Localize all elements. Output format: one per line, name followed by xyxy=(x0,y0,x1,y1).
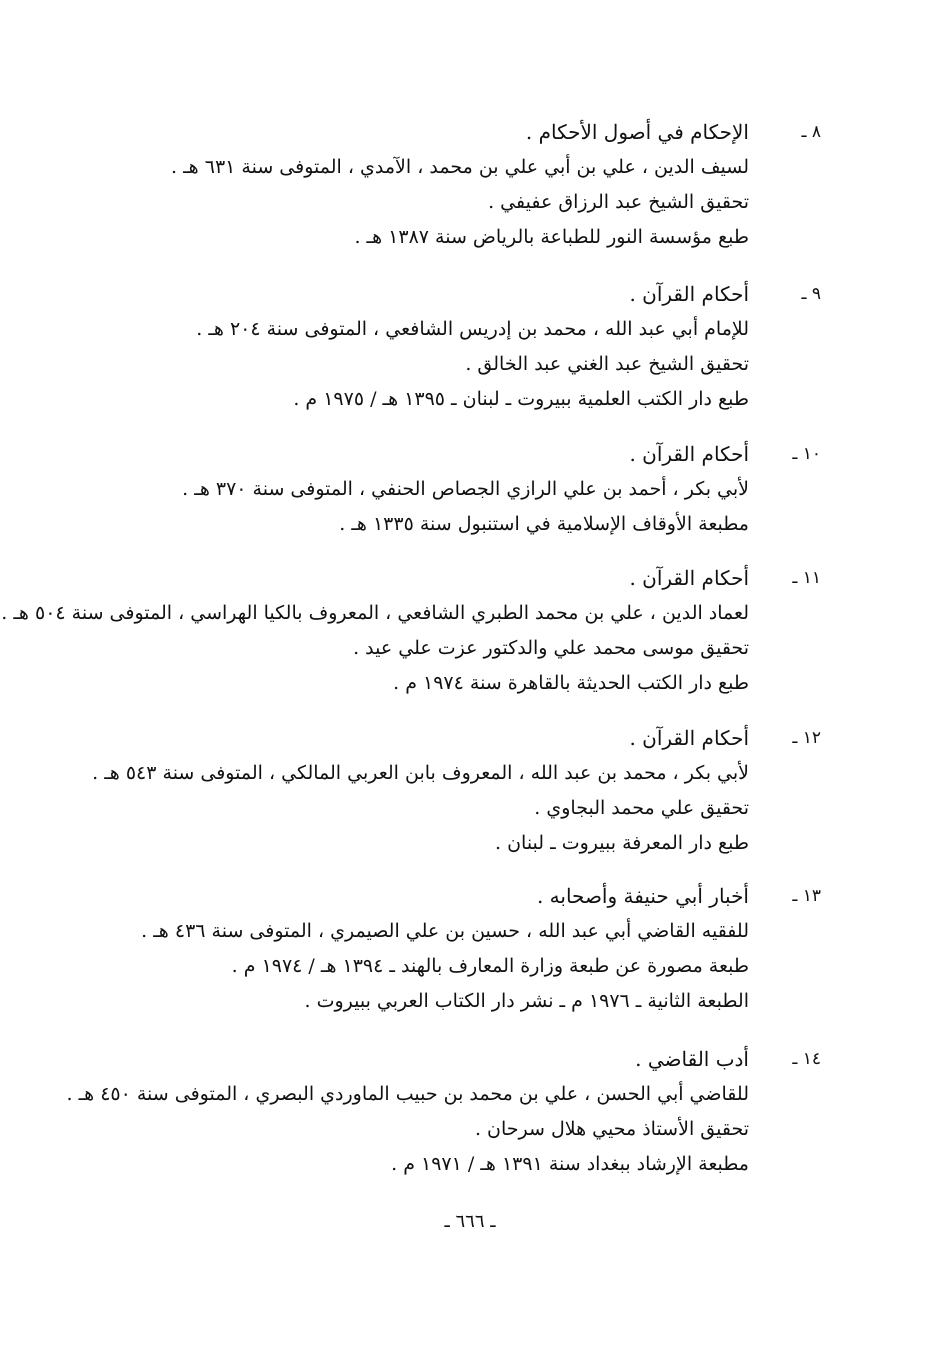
entry-author: لأبي بكر ، محمد بن عبد الله ، المعروف بابن العربي المالكي ، المتوفى سنة ٥٤٣ هـ . xyxy=(92,762,749,784)
entry-editor: تحقيق علي محمد البجاوي . xyxy=(534,797,749,819)
entry-lines xyxy=(49,1043,749,1183)
entry-title: أحكام القرآن . xyxy=(629,282,749,306)
entry-title: الإحكام في أصول الأحكام . xyxy=(525,120,749,144)
entry-publication: مطبعة الإرشاد ببغداد سنة ١٣٩١ هـ / ١٩٧١ م . xyxy=(391,1153,749,1175)
entry-number: ١٠ ـ xyxy=(792,444,821,464)
entry-number: ١٣ ـ xyxy=(792,886,821,906)
entry-publication: طبعة مصورة عن طبعة وزارة المعارف بالهند ـ ١٣٩٤ هـ / ١٩٧٤ م . xyxy=(231,955,749,977)
entry-title: أخبار أبي حنيفة وأصحابه . xyxy=(536,884,749,908)
entry-lines xyxy=(49,880,749,1020)
entry-lines xyxy=(49,438,749,543)
entry-author: لأبي بكر ، أحمد بن علي الرازي الجصاص الحنفي ، المتوفى سنة ٣٧٠ هـ . xyxy=(182,478,749,500)
entry-second-edition: الطبعة الثانية ـ ١٩٧٦ م ـ نشر دار الكتاب العربي ببيروت . xyxy=(304,990,749,1012)
entry-number: ١١ ـ xyxy=(792,568,821,588)
entry-publication: مطبعة الأوقاف الإسلامية في استنبول سنة ١٣٣٥ هـ . xyxy=(339,513,749,535)
entry-publication: طبع دار الكتب الحديثة بالقاهرة سنة ١٩٧٤ م . xyxy=(393,672,749,694)
entry-author: للإمام أبي عبد الله ، محمد بن إدريس الشافعي ، المتوفى سنة ٢٠٤ هـ . xyxy=(196,318,749,340)
entry-number: ١٤ ـ xyxy=(792,1049,821,1069)
entry-editor: تحقيق الأستاذ محيي هلال سرحان . xyxy=(474,1118,749,1140)
entry-title: أحكام القرآن . xyxy=(629,566,749,590)
entry-lines xyxy=(1,562,749,702)
entry-author: لسيف الدين ، علي بن أبي علي بن محمد ، الآمدي ، المتوفى سنة ٦٣١ هـ . xyxy=(171,156,749,178)
entry-lines xyxy=(49,116,749,256)
entry-title: أحكام القرآن . xyxy=(629,442,749,466)
entry-editor: تحقيق الشيخ عبد الرزاق عفيفي . xyxy=(488,191,749,213)
entry-lines xyxy=(49,722,749,862)
entry-lines xyxy=(49,278,749,418)
entry-title: أحكام القرآن . xyxy=(629,726,749,750)
entry-title: أدب القاضي . xyxy=(635,1047,749,1071)
entry-publication: طبع دار المعرفة ببيروت ـ لبنان . xyxy=(495,832,749,854)
entry-author: لعماد الدين ، علي بن محمد الطبري الشافعي ، المعروف بالكيا الهراسي ، المتوفى سنة ٥٠٤ هـ . xyxy=(1,602,749,624)
entry-author: للفقيه القاضي أبي عبد الله ، حسين بن علي الصيمري ، المتوفى سنة ٤٣٦ هـ . xyxy=(141,920,749,942)
entry-number: ١٢ ـ xyxy=(792,728,821,748)
entry-publication: طبع مؤسسة النور للطباعة بالرياض سنة ١٣٨٧ هـ . xyxy=(354,226,749,248)
entry-editor: تحقيق الشيخ عبد الغني عبد الخالق . xyxy=(465,353,749,375)
page-number: ـ ٦٦٦ ـ xyxy=(444,1211,496,1232)
entry-author: للقاضي أبي الحسن ، علي بن محمد بن حبيب الماوردي البصري ، المتوفى سنة ٤٥٠ هـ . xyxy=(66,1083,749,1105)
entry-editor: تحقيق موسى محمد علي والدكتور عزت علي عيد . xyxy=(353,637,749,659)
entry-number: ٨ ـ xyxy=(801,122,821,142)
entry-number: ٩ ـ xyxy=(801,284,821,304)
entry-publication: طبع دار الكتب العلمية ببيروت ـ لبنان ـ ١٣٩٥ هـ / ١٩٧٥ م . xyxy=(293,388,749,410)
